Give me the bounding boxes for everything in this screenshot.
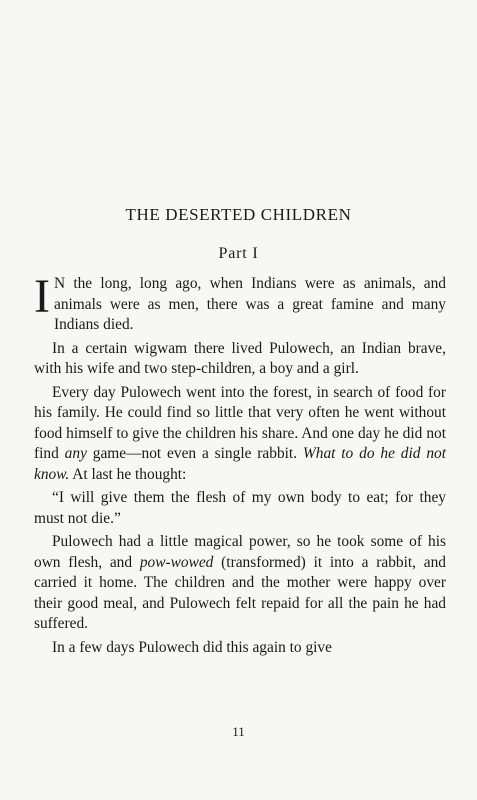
paragraph-1-text: N the long, long ago, when Indians were as animals, and animals were as men, there was a great famine and many Indians died. [53,275,446,333]
paragraph-2: In a certain wigwam there lived Pulowech, an Indian brave, with his wife and two step-children, a boy and a girl. [34,339,446,377]
paragraph-5 [34,532,446,635]
paragraph-5-part-c: (transformed) it into a rabbit, and carried it home. The children and the mother were happy over their good meal, and Pulowech felt repaid for all the pain he had suffered. [34,553,446,632]
paragraph-3-part-c: game—not even a single rabbit. [86,445,303,462]
page-number: 11 [232,724,245,739]
paragraph-6: In a few days Pulowech did this again to give [52,638,332,656]
chapter-title: THE DESERTED CHILDREN [125,205,352,224]
paragraph-3-emphasis-thought: What to do he did not know. [34,445,446,483]
paragraph-3-emphasis-any: any [64,445,87,462]
paragraph-4-quote: “I will give them the flesh of my own body to eat; for they must not die.” [34,489,446,527]
paragraph-5-emphasis: pow-wowed [139,553,214,571]
part-heading: Part I [218,245,259,262]
paragraph-1 [34,270,446,336]
drop-cap: I [34,270,50,323]
paragraph-3-part-e: At last he thought: [69,465,187,483]
paragraph-3 [34,383,446,486]
body-text [34,270,446,658]
paragraph-3-part-a: Every day Pulowech went into the forest, in search of food for his family. He could find so little that very often he went without food himself to give the children his share. And one day he did not find [34,383,446,462]
paragraph-5-part-a: Pulowech had a little magical power, so he took some of his own flesh, and [34,533,446,571]
